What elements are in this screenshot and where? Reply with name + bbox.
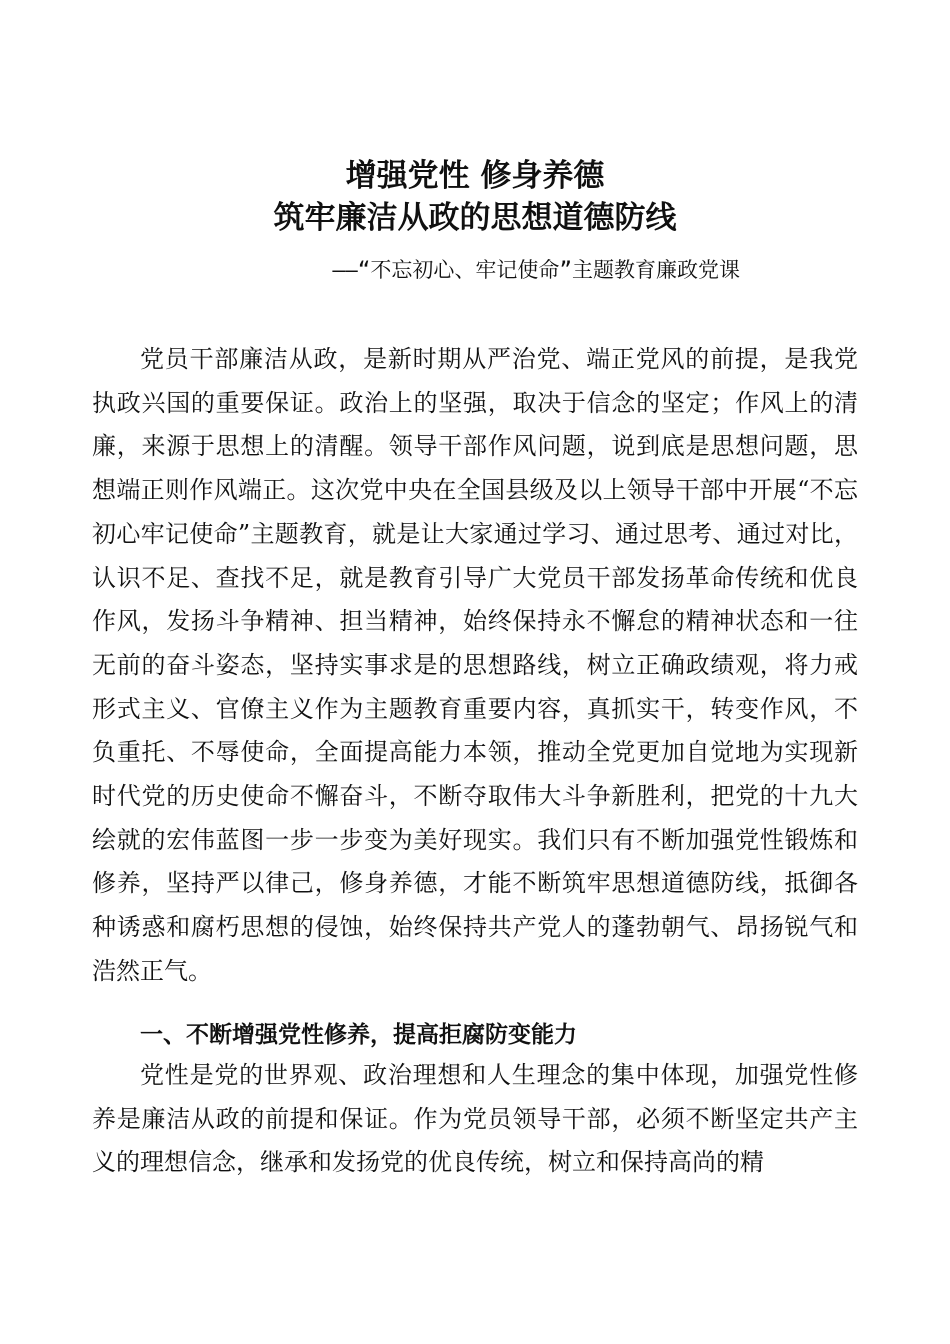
section-1-paragraph: 党性是党的世界观、政治理想和人生理念的集中体现，加强党性修养是廉洁从政的前提和保证。作为党员领导干部，必须不断坚定共产主义的理想信念，继承和发扬党的优良传统，树立和保持高尚的精: [92, 1061, 858, 1177]
title-line-2: 筑牢廉洁从政的思想道德防线: [273, 200, 677, 236]
title-line-1: 增强党性 修身养德: [345, 158, 605, 194]
subtitle: ——“不忘初心、牢记使命”主题教育廉政党课: [332, 258, 740, 282]
section-1-heading: 一、不断增强党性修养，提高拒腐防变能力: [140, 1022, 577, 1048]
intro-paragraph: 党员干部廉洁从政，是新时期从严治党、端正党风的前提，是我党执政兴国的重要保证。政治上的坚强，取决于信念的坚定；作风上的清廉，来源于思想上的清醒。领导干部作风问题，说到底是思想问题，思想端正则作风端正。这次党中央在全国县级及以上领导干部中开展“不忘初心牢记使命”主题教育，就是让大家通过学习、通过思考、通过对比，认识不足、查找不足，就是教育引导广大党员干部发扬革命传统和优良作风，发扬斗争精神、担当精神，始终保持永不懈怠的精神状态和一往无前的奋斗姿态，坚持实事求是的思想路线，树立正确政绩观，将力戒形式主义、官僚主义作为主题教育重要内容，真抓实干，转变作风，不负重托、不辱使命，全面提高能力本领，推动全党更加自觉地为实现新时代党的历史使命不懈奋斗，不断夺取伟大斗争新胜利，把党的十九大绘就的宏伟蓝图一步一步变为美好现实。我们只有不断加强党性锻炼和修养，坚持严以律己，修身养德，才能不断筑牢思想道德防线，抵御各种诱惑和腐朽思想的侵蚀，始终保持共产党人的蓬勃朝气、昂扬锐气和浩然正气。: [92, 345, 858, 985]
